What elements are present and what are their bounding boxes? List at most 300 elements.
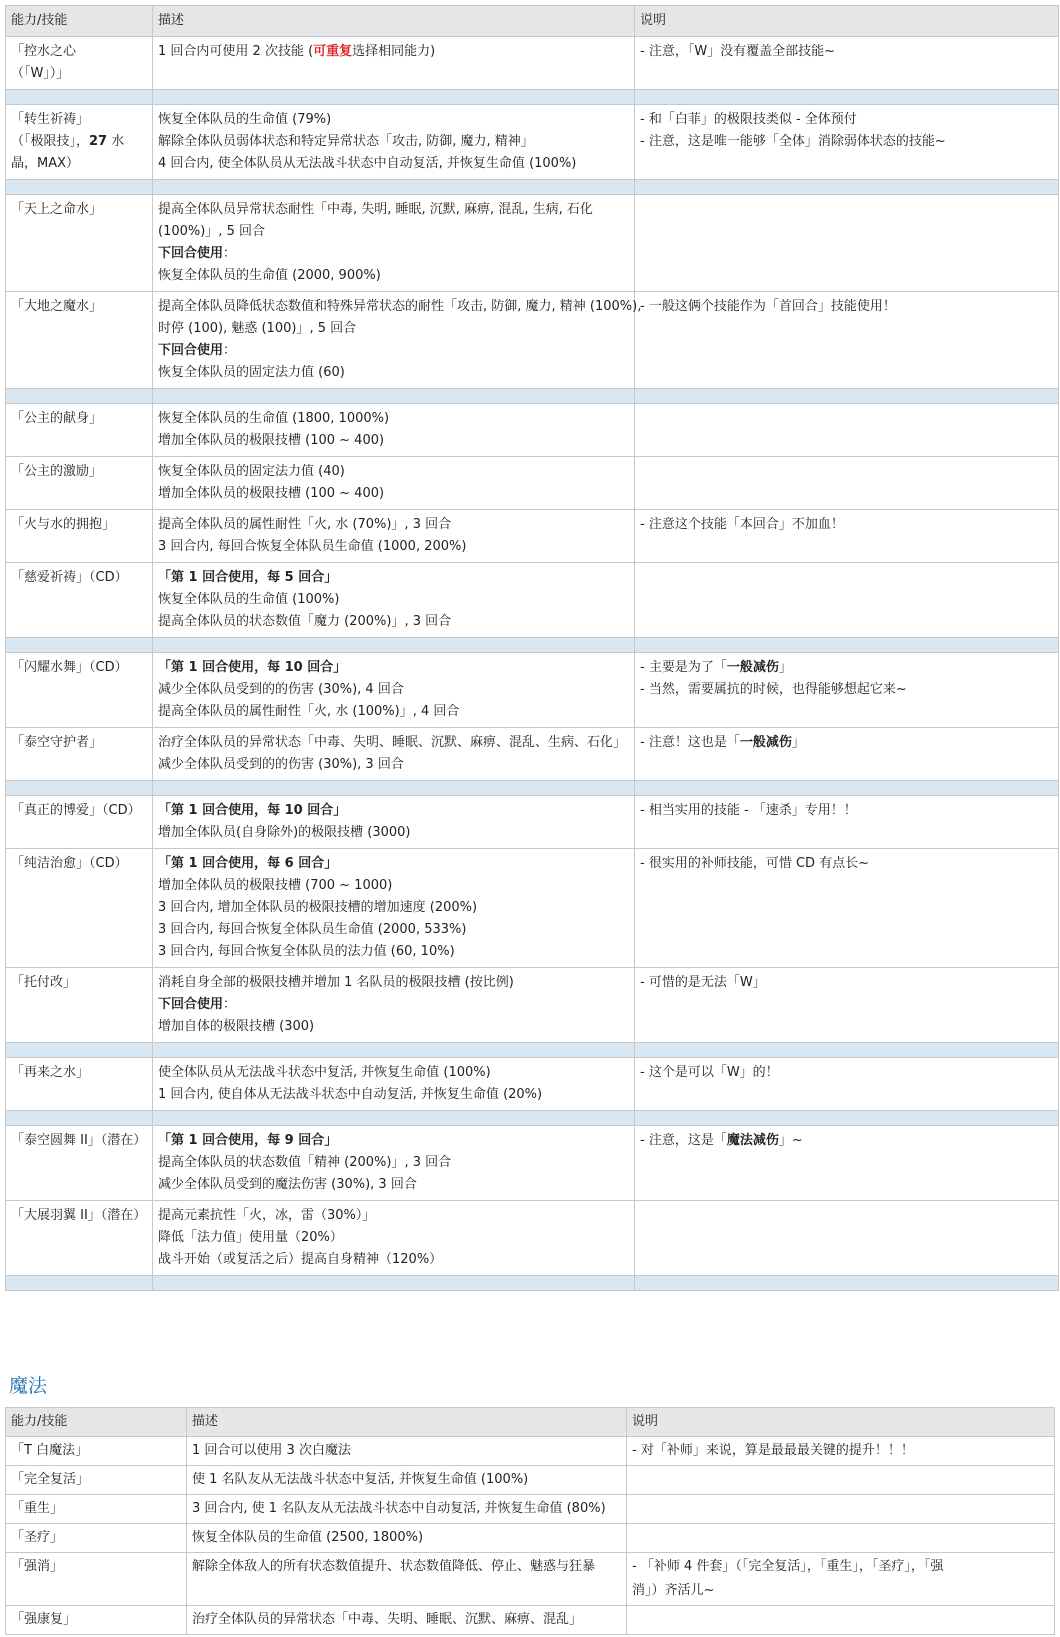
note-cell — [635, 404, 1059, 457]
text-segment: 「再来之水」 — [11, 1065, 90, 1080]
description-line — [158, 1016, 629, 1038]
separator-cell — [635, 90, 1059, 105]
note-cell — [635, 968, 1059, 1043]
separator-cell — [635, 1111, 1059, 1126]
text-segment: 「泰空圆舞 II」（潜在） — [11, 1133, 147, 1148]
separator-cell — [6, 1043, 153, 1058]
ability-name-line — [11, 199, 147, 221]
description-line — [158, 408, 629, 430]
description-line — [158, 243, 629, 265]
ability-name-cell — [6, 796, 153, 849]
text-segment: 3 回合内, 使 1 名队友从无法战斗状态中自动复活, 并恢复生命值 (80%) — [192, 1501, 606, 1516]
description-cell — [153, 653, 635, 728]
text-segment: 解除全体队员弱体状态和特定异常状态「攻击, 防御, 魔力, 精神」 — [158, 134, 534, 149]
separator-cell — [635, 1043, 1059, 1058]
text-segment: 「火与水的拥抱」 — [11, 517, 116, 532]
table-row — [6, 1058, 1059, 1111]
ability-name-line — [11, 514, 147, 536]
text-segment: 恢复全体队员的生命值 (2000, 900%) — [158, 268, 381, 283]
text-segment: - 当然，需要属抗的时候，也得能够想起它来~ — [640, 682, 907, 697]
description-line — [158, 109, 629, 131]
header-description: 描述 — [187, 1408, 627, 1437]
separator-cell — [153, 638, 635, 653]
separator-cell — [153, 90, 635, 105]
text-segment: ： — [223, 997, 237, 1012]
ability-name-line — [11, 1205, 147, 1227]
separator-row — [6, 90, 1059, 105]
separator-cell — [153, 1043, 635, 1058]
text-segment: 「强消」 — [11, 1559, 64, 1574]
text-segment: - 主要是为了「 — [640, 660, 727, 675]
text-segment: 减少全体队员受到的的伤害 (30%), 3 回合 — [158, 757, 404, 772]
ability-name-line — [11, 109, 147, 131]
text-segment: 提高全体队员异常状态耐性「中毒, 失明, 睡眠, 沉默, 麻痹, 混乱, 生病, 石化 — [158, 202, 593, 217]
section-title-magic: 魔法 — [9, 1375, 48, 1397]
text-segment: 3 回合内, 增加全体队员的极限技槽的增加速度 (200%) — [158, 900, 478, 915]
description-line — [158, 919, 629, 941]
description-line — [158, 199, 629, 221]
separator-row — [6, 781, 1059, 796]
table-header-row — [6, 6, 1059, 37]
text-segment: （「W」）」 — [11, 66, 70, 81]
description-line — [158, 131, 629, 153]
description-line — [158, 1227, 629, 1249]
separator-cell — [153, 1111, 635, 1126]
ability-name-cell — [6, 1466, 187, 1495]
table-row — [6, 796, 1059, 849]
text-segment: 「强康复」 — [11, 1612, 77, 1627]
note-line — [632, 1555, 1049, 1579]
text-segment: - 一般这俩个技能作为「首回合」技能使用！ — [640, 299, 896, 314]
ability-name-line — [11, 1130, 147, 1152]
separator-cell — [153, 781, 635, 796]
description-cell — [153, 457, 635, 510]
description-cell — [153, 1126, 635, 1201]
text-segment: 减少全体队员受到的的伤害 (30%), 4 回合 — [158, 682, 404, 697]
table-row — [6, 728, 1059, 781]
note-cell — [627, 1606, 1055, 1635]
description-line — [158, 1152, 629, 1174]
note-cell — [635, 105, 1059, 180]
text-segment: 恢复全体队员的生命值 (1800, 1000%) — [158, 411, 390, 426]
header-ability: 能力/技能 — [6, 1408, 187, 1437]
ability-name-cell — [6, 1495, 187, 1524]
note-line — [632, 1579, 1049, 1603]
note-cell — [635, 292, 1059, 389]
text-segment: - 这个是可以「W」的！ — [640, 1065, 779, 1080]
note-line — [640, 296, 1053, 318]
separator-cell — [6, 1276, 153, 1291]
header-description: 描述 — [153, 6, 635, 37]
description-cell — [187, 1466, 627, 1495]
description-cell — [153, 37, 635, 90]
text-segment: 「大展羽翼 II」（潜在） — [11, 1208, 147, 1223]
ability-name-line — [11, 657, 147, 679]
bold-text: 「第 1 回合使用，每 9 回合」 — [158, 1133, 338, 1148]
note-cell — [635, 563, 1059, 638]
separator-cell — [6, 389, 153, 404]
header-notes: 说明 — [635, 6, 1059, 37]
text-segment: 「闪耀水舞」（CD） — [11, 660, 128, 675]
text-segment: - 注意！这也是「 — [640, 735, 740, 750]
description-line — [158, 1205, 629, 1227]
separator-row — [6, 1111, 1059, 1126]
text-segment: 恢复全体队员的生命值 (2500, 1800%) — [192, 1530, 424, 1545]
table-row — [6, 37, 1059, 90]
note-cell — [635, 37, 1059, 90]
note-cell — [635, 1201, 1059, 1276]
text-segment: 「泰空守护者」 — [11, 735, 103, 750]
text-segment: - 注意这个技能「本回合」不加血！ — [640, 517, 844, 532]
table-row — [6, 195, 1059, 292]
text-segment: 增加自体的极限技槽 (300) — [158, 1019, 315, 1034]
text-segment: 治疗全体队员的异常状态「中毒、失明、睡眠、沉默、麻痹、混乱、生病、石化」 — [158, 735, 627, 750]
ability-name-cell — [6, 292, 153, 389]
separator-cell — [6, 638, 153, 653]
text-segment: 使全体队员从无法战斗状态中复活, 并恢复生命值 (100%) — [158, 1065, 491, 1080]
text-segment: 1 回合内, 使自体从无法战斗状态中自动复活, 并恢复生命值 (20%) — [158, 1087, 543, 1102]
separator-cell — [635, 180, 1059, 195]
text-segment: - 注意，这是唯一能够「全体」消除弱体状态的技能~ — [640, 134, 946, 149]
description-cell — [187, 1437, 627, 1466]
description-line — [158, 41, 629, 63]
text-segment: 增加全体队员(自身除外)的极限技槽 (3000) — [158, 825, 411, 840]
text-segment: 「重生」 — [11, 1501, 64, 1516]
text-segment: 」 — [778, 660, 792, 675]
separator-cell — [153, 180, 635, 195]
note-line — [640, 800, 1053, 822]
text-segment: 「纯洁治愈」（CD） — [11, 856, 128, 871]
description-line — [158, 941, 629, 963]
note-cell — [635, 510, 1059, 563]
table-row — [6, 1201, 1059, 1276]
description-line — [158, 221, 629, 243]
note-line — [640, 109, 1053, 131]
text-segment: 提高全体队员降低状态数值和特殊异常状态的耐性「攻击, 防御, 魔力, 精神 (100%), — [158, 299, 642, 314]
ability-name-cell — [6, 105, 153, 180]
text-segment: 使 1 名队友从无法战斗状态中复活, 并恢复生命值 (100%) — [192, 1472, 529, 1487]
note-cell — [627, 1466, 1055, 1495]
ability-name-line — [11, 853, 147, 875]
text-segment: 「公主的献身」 — [11, 411, 103, 426]
description-cell — [187, 1524, 627, 1553]
text-segment: 3 回合内, 每回合恢复全体队员生命值 (1000, 200%) — [158, 539, 467, 554]
separator-cell — [6, 1111, 153, 1126]
description-line — [158, 1062, 629, 1084]
description-line — [192, 1439, 621, 1463]
text-segment: 「公主的激励」 — [11, 464, 103, 479]
text-segment: 恢复全体队员的固定法力值 (40) — [158, 464, 345, 479]
table-row — [6, 1126, 1059, 1201]
ability-name-line — [11, 63, 147, 85]
text-segment: 恢复全体队员的生命值 (100%) — [158, 592, 340, 607]
text-segment: ： — [223, 246, 237, 261]
note-line — [640, 732, 1053, 754]
separator-row — [6, 1043, 1059, 1058]
text-segment: - 注意，「W」没有覆盖全部技能~ — [640, 44, 836, 59]
note-cell — [635, 457, 1059, 510]
description-line — [158, 800, 629, 822]
text-segment: - 相当实用的技能 - 「速杀」专用！！ — [640, 803, 857, 818]
text-segment: 「天上之命水」 — [11, 202, 103, 217]
ability-name-line — [11, 461, 147, 483]
bold-text: 27 — [89, 134, 108, 149]
description-line — [158, 340, 629, 362]
text-segment: 恢复全体队员的固定法力值 (60) — [158, 365, 345, 380]
description-line — [192, 1526, 621, 1550]
description-cell — [153, 292, 642, 389]
description-line — [158, 430, 629, 452]
separator-cell — [6, 781, 153, 796]
table-row — [6, 105, 1059, 180]
description-line — [158, 875, 629, 897]
note-cell — [635, 796, 1059, 849]
text-segment: 选择相同能力) — [352, 44, 436, 59]
ability-name-cell — [6, 1606, 187, 1635]
description-line — [158, 657, 629, 679]
description-cell — [153, 968, 635, 1043]
description-line — [158, 1249, 629, 1271]
text-segment: （「极限技」， — [11, 134, 90, 149]
description-line — [158, 265, 629, 287]
description-line — [192, 1608, 621, 1632]
ability-name-line — [11, 732, 147, 754]
description-line — [158, 754, 629, 776]
ability-name-cell — [6, 404, 153, 457]
table-row — [6, 1466, 1055, 1495]
description-line — [158, 897, 629, 919]
description-cell — [153, 796, 635, 849]
ability-name-line — [11, 567, 147, 589]
table-row — [6, 1606, 1055, 1635]
description-cell — [153, 510, 635, 563]
description-line — [158, 514, 629, 536]
text-segment: - 很实用的补师技能，可惜 CD 有点长~ — [640, 856, 870, 871]
text-segment: 减少全体队员受到的魔法伤害 (30%), 3 回合 — [158, 1177, 417, 1192]
bold-text: 「第 1 回合使用，每 5 回合」 — [158, 570, 338, 585]
note-line — [640, 853, 1053, 875]
table-header-row — [6, 1408, 1055, 1437]
bold-text: 下回合使用 — [158, 343, 224, 358]
text-segment: 治疗全体队员的异常状态「中毒、失明、睡眠、沉默、麻痹、混乱」 — [192, 1612, 583, 1627]
bold-text: 「第 1 回合使用，每 6 回合」 — [158, 856, 338, 871]
description-line — [158, 567, 629, 589]
magic-table — [5, 1407, 1055, 1635]
note-cell — [635, 728, 1059, 781]
text-segment: - 对「补师」来说，算是最最最关键的提升！！！ — [632, 1443, 914, 1458]
separator-cell — [635, 1276, 1059, 1291]
text-segment: 提高元素抗性「火，冰，雷（30%）」 — [158, 1208, 376, 1223]
text-segment: 提高全体队员的属性耐性「火, 水 (70%)」, 3 回合 — [158, 517, 452, 532]
separator-cell — [635, 389, 1059, 404]
bold-text: 「第 1 回合使用，每 10 回合」 — [158, 660, 347, 675]
note-line — [640, 41, 1053, 63]
text-segment: 水 — [107, 134, 125, 149]
table-row — [6, 404, 1059, 457]
text-segment: 提高全体队员的属性耐性「火, 水 (100%)」, 4 回合 — [158, 704, 460, 719]
description-cell — [153, 849, 635, 968]
description-cell — [187, 1495, 627, 1524]
text-segment: 3 回合内, 每回合恢复全体队员的法力值 (60, 10%) — [158, 944, 455, 959]
text-segment: 「控水之心 — [11, 44, 77, 59]
text-segment: 增加全体队员的极限技槽 (700 ~ 1000) — [158, 878, 393, 893]
description-cell — [187, 1606, 627, 1635]
ability-name-line — [11, 1497, 181, 1521]
ability-name-line — [11, 296, 147, 318]
text-segment: - 和「白菲」的极限技类似 - 全体预付 — [640, 112, 857, 127]
separator-cell — [153, 389, 635, 404]
ability-name-line — [11, 1439, 181, 1463]
table-row — [6, 457, 1059, 510]
ability-name-cell — [6, 1437, 187, 1466]
text-segment: 「托付改」 — [11, 975, 77, 990]
text-segment: 「大地之魔水」 — [11, 299, 103, 314]
text-segment: 提高全体队员的状态数值「魔力 (200%)」, 3 回合 — [158, 614, 452, 629]
note-cell — [627, 1524, 1055, 1553]
abilities-table — [5, 5, 1059, 1291]
description-line — [158, 362, 629, 384]
ability-name-cell — [6, 457, 153, 510]
text-segment: 提高全体队员的状态数值「精神 (200%)」, 3 回合 — [158, 1155, 452, 1170]
description-cell — [153, 563, 635, 638]
ability-name-line — [11, 131, 147, 153]
text-segment: 1 回合内可使用 2 次技能 ( — [158, 44, 314, 59]
ability-name-cell — [6, 728, 153, 781]
ability-name-cell — [6, 1058, 153, 1111]
note-cell — [627, 1495, 1055, 1524]
note-line — [632, 1439, 1049, 1463]
ability-name-cell — [6, 563, 153, 638]
ability-name-cell — [6, 968, 153, 1043]
table-row — [6, 849, 1059, 968]
text-segment: (100%)」, 5 回合 — [158, 224, 265, 239]
description-line — [158, 972, 629, 994]
text-segment: 晶，MAX） — [11, 156, 80, 171]
bold-text: 魔法减伤 — [726, 1133, 779, 1148]
description-line — [192, 1468, 621, 1492]
note-line — [640, 514, 1053, 536]
table-row — [6, 1437, 1055, 1466]
table-row — [6, 1495, 1055, 1524]
note-cell — [635, 195, 1059, 292]
text-segment: 「慈爱祈祷」（CD） — [11, 570, 128, 585]
separator-row — [6, 1276, 1059, 1291]
ability-name-cell — [6, 195, 153, 292]
description-line — [158, 679, 629, 701]
text-segment: ： — [223, 343, 237, 358]
text-segment: - 可惜的是无法「W」 — [640, 975, 766, 990]
ability-name-cell — [6, 510, 153, 563]
description-cell — [153, 195, 635, 292]
description-line — [158, 822, 629, 844]
bold-text: 下回合使用 — [158, 997, 224, 1012]
ability-name-cell — [6, 1201, 153, 1276]
table-row — [6, 292, 1059, 389]
note-cell — [635, 1126, 1059, 1201]
header-ability: 能力/技能 — [6, 6, 153, 37]
note-line — [640, 657, 1053, 679]
separator-row — [6, 638, 1059, 653]
description-line — [158, 296, 642, 318]
description-line — [158, 589, 629, 611]
text-segment: 降低「法力值」使用量（20%） — [158, 1230, 343, 1245]
description-line — [158, 536, 629, 558]
text-segment: 「完全复活」 — [11, 1472, 90, 1487]
note-cell — [635, 1058, 1059, 1111]
text-segment: 4 回合内, 使全体队员从无法战斗状态中自动复活, 并恢复生命值 (100%) — [158, 156, 577, 171]
ability-name-line — [11, 1062, 147, 1084]
note-line — [640, 972, 1053, 994]
bold-text: 「第 1 回合使用，每 10 回合」 — [158, 803, 347, 818]
description-line — [158, 701, 629, 723]
description-cell — [153, 1058, 635, 1111]
description-line — [158, 318, 629, 340]
text-segment: 时停 (100), 魅惑 (100)」, 5 回合 — [158, 321, 357, 336]
text-segment: 战斗开始（或复活之后）提高自身精神（120%） — [158, 1252, 443, 1267]
description-line — [158, 1174, 629, 1196]
separator-cell — [153, 1276, 635, 1291]
separator-cell — [635, 638, 1059, 653]
note-cell — [635, 849, 1059, 968]
description-cell — [153, 404, 635, 457]
table-row — [6, 563, 1059, 638]
text-segment: 消」）齐活儿~ — [632, 1583, 715, 1598]
ability-name-line — [11, 153, 147, 175]
text-segment: 「真正的博爱」（CD） — [11, 803, 141, 818]
description-cell — [153, 1201, 635, 1276]
text-segment: 增加全体队员的极限技槽 (100 ~ 400) — [158, 486, 385, 501]
table-row — [6, 968, 1059, 1043]
note-line — [640, 1130, 1053, 1152]
ability-name-cell — [6, 1126, 153, 1201]
separator-cell — [6, 90, 153, 105]
bold-text: 一般减伤 — [726, 660, 779, 675]
text-segment: - 「补师 4 件套」（「完全复活」，「重生」，「圣疗」，「强 — [632, 1559, 944, 1574]
text-segment: 恢复全体队员的生命值 (79%) — [158, 112, 332, 127]
description-cell — [153, 728, 635, 781]
description-line — [158, 1130, 629, 1152]
text-segment: 3 回合内, 每回合恢复全体队员生命值 (2000, 533%) — [158, 922, 467, 937]
description-cell — [187, 1553, 627, 1606]
note-line — [640, 1062, 1053, 1084]
text-segment: 「转生祈祷」 — [11, 112, 90, 127]
text-segment: 「圣疗」 — [11, 1530, 64, 1545]
separator-cell — [6, 180, 153, 195]
text-segment: 」~ — [778, 1133, 803, 1148]
ability-name-line — [11, 800, 147, 822]
description-line — [158, 461, 629, 483]
separator-row — [6, 180, 1059, 195]
table-row — [6, 1553, 1055, 1606]
description-line — [158, 153, 629, 175]
ability-name-line — [11, 972, 147, 994]
description-line — [158, 994, 629, 1016]
note-line — [640, 679, 1053, 701]
ability-name-cell — [6, 1524, 187, 1553]
ability-name-cell — [6, 1553, 187, 1606]
text-segment: - 注意，这是「 — [640, 1133, 727, 1148]
description-line — [192, 1555, 621, 1579]
ability-name-line — [11, 41, 147, 63]
table-row — [6, 1524, 1055, 1553]
text-segment: 增加全体队员的极限技槽 (100 ~ 400) — [158, 433, 385, 448]
note-cell — [627, 1553, 1055, 1606]
ability-name-line — [11, 1555, 181, 1579]
ability-name-cell — [6, 849, 153, 968]
ability-name-line — [11, 408, 147, 430]
text-segment: 」 — [791, 735, 805, 750]
header-notes: 说明 — [627, 1408, 1055, 1437]
